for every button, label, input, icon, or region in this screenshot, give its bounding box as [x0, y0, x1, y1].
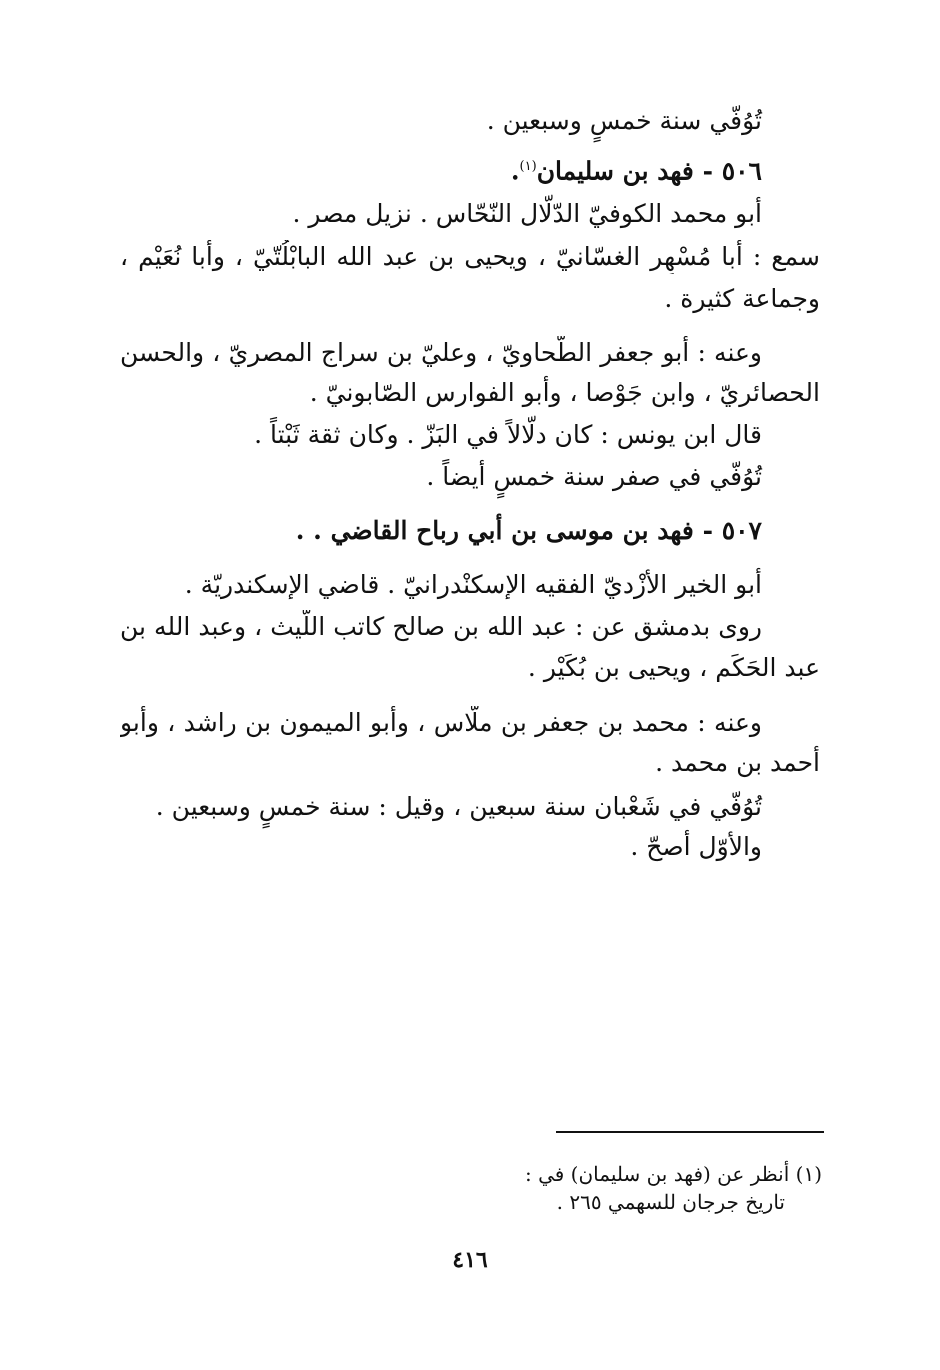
- entry-number: ٥٠٦: [721, 156, 762, 186]
- entry-end: . .: [295, 516, 322, 545]
- entry-number: ٥٠٧: [721, 516, 762, 545]
- footnote-line: تاريخ جرجان للسهمي ٢٦٥ .: [556, 1190, 785, 1214]
- page-number: ٤١٦: [452, 1247, 488, 1273]
- entry-name: فهد بن موسى بن أبي رباح القاضي: [330, 516, 694, 545]
- text-line: والأوّل أصحّ .: [630, 832, 762, 861]
- text-line: عبد الحَكَم ، ويحيى بن بُكَيْر .: [527, 653, 820, 682]
- text-line: الحصائريّ ، وابن جَوْصا ، وأبو الفوارس الصّابونيّ .: [309, 378, 820, 407]
- footnote-reference: (١): [519, 159, 537, 174]
- text-line: تُوُفّي في صفر سنة خمسٍ أيضاً .: [426, 462, 762, 491]
- text-line: أحمد بن محمد .: [655, 748, 820, 777]
- dash: -: [693, 156, 713, 186]
- entry-heading-507: [296, 514, 762, 548]
- text-line: تُوُفّي في شَعْبان سنة سبعين ، وقيل : سنة خمسٍ وسبعين .: [155, 792, 762, 821]
- entry-heading-506: [511, 150, 762, 188]
- text-line: روى بدمشق عن : عبد الله بن صالح كاتب اللّيث ، وعبد الله بن: [120, 612, 762, 641]
- text-line: وعنه : أبو جعفر الطّحاويّ ، وعليّ بن سراج المصريّ ، والحسن: [120, 338, 762, 367]
- entry-name: فهد بن سليمان: [536, 156, 694, 186]
- footnote-separator: [556, 1131, 824, 1133]
- text-line: أبو محمد الكوفيّ الدّلّال النّحّاس . نزيل مصر .: [292, 199, 762, 228]
- footnote-marker: (١): [795, 1162, 822, 1186]
- text-line: قال ابن يونس : كان دلّالاً في البَزّ . وكان ثقة ثَبْتاً .: [254, 420, 762, 449]
- text-line: وعنه : محمد بن جعفر بن ملّاس ، وأبو الميمون بن راشد ، وأبو: [120, 708, 762, 737]
- footnote-text: أنظر عن (فهد بن سليمان) في :: [524, 1162, 790, 1186]
- entry-end: .: [510, 156, 520, 186]
- text-line: وجماعة كثيرة .: [664, 284, 820, 313]
- text-line: أبو الخير الأزْديّ الفقيه الإسكنْدرانيّ . قاضي الإسكندريّة .: [184, 570, 762, 599]
- dash: -: [693, 516, 713, 545]
- text-line: سمع : أبا مُسْهِر الغسّانيّ ، ويحيى بن عبد الله البابْلُتّيّ ، وأبا نُعَيْم ،: [120, 242, 820, 271]
- footnote-line: [525, 1160, 822, 1188]
- text-line: تُوُفّي سنة خمسٍ وسبعين .: [486, 106, 762, 135]
